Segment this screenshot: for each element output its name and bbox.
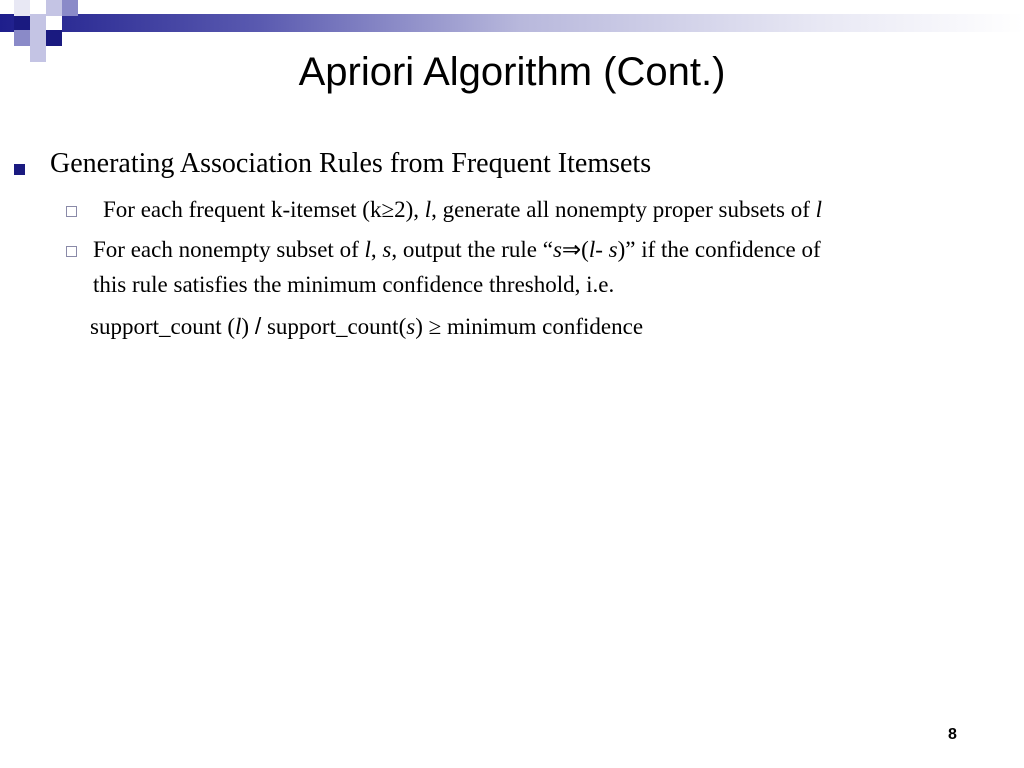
text-segment: - (595, 237, 609, 262)
text-segment: For each nonempty subset of (93, 237, 365, 262)
confidence-formula (90, 313, 643, 340)
slide-title: Apriori Algorithm (Cont.) (298, 50, 726, 94)
text-segment: , (370, 237, 383, 262)
text-segment: support_count ( (90, 314, 236, 339)
hollow-square-bullet-icon (66, 246, 77, 257)
variable-s: s (552, 237, 562, 262)
implies-arrow: ⇒( (561, 237, 589, 262)
sub-bullet-2-text (93, 237, 821, 263)
text-segment: , generate all nonempty proper subsets of (431, 197, 816, 222)
text-segment: if the confidence of (635, 237, 821, 262)
variable-l: l (424, 197, 432, 222)
text-segment: For each frequent k-itemset (k≥2), (103, 197, 425, 222)
variable-l: l (235, 314, 242, 339)
text-segment: )” (617, 237, 636, 262)
hollow-square-bullet-icon (66, 206, 77, 217)
page-number: 8 (948, 726, 957, 743)
division-sign: / (254, 313, 262, 339)
variable-l: l (815, 197, 823, 222)
square-bullet-icon (14, 164, 25, 175)
variable-l: l (588, 237, 596, 262)
sub-bullet-1-text (103, 197, 822, 223)
text-segment: ) ≥ minimum confidence (415, 314, 644, 339)
sub-bullet-2-text-line2: this rule satisfies the minimum confidence threshold, i.e. (93, 272, 615, 297)
text-segment: ) (241, 314, 255, 339)
variable-l: l (364, 237, 371, 262)
variable-s: s (406, 314, 416, 339)
text-segment: support_count( (261, 314, 407, 339)
bullet-main-text: Generating Association Rules from Frequent Itemsets (50, 148, 652, 179)
variable-s: s (382, 237, 392, 262)
text-segment: , output the rule “ (391, 237, 553, 262)
variable-s: s (608, 237, 618, 262)
